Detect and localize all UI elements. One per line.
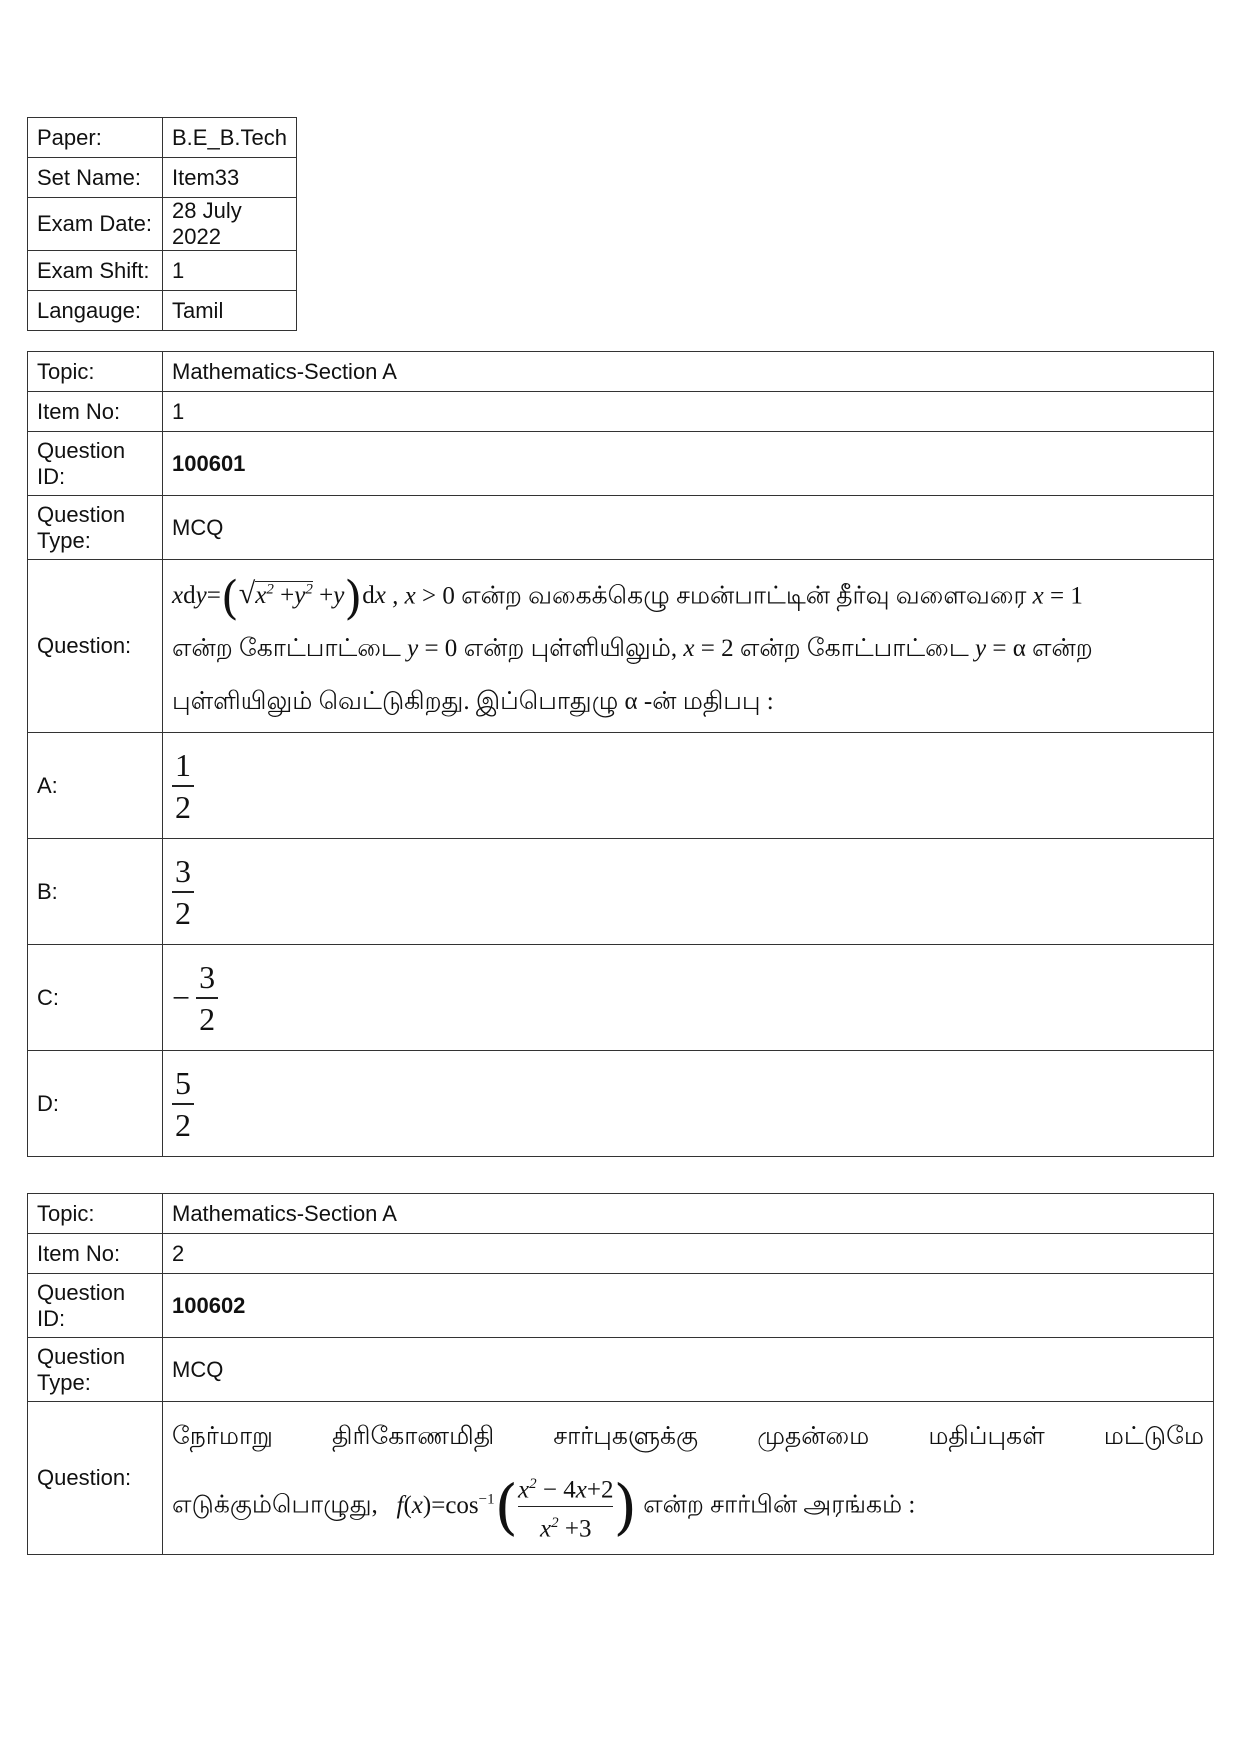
meta-value: 1 xyxy=(163,251,297,291)
q1-text-5: என்ற xyxy=(1032,635,1093,663)
topic-label: Topic: xyxy=(28,1194,163,1234)
topic-row xyxy=(28,352,1214,392)
question-type-value: MCQ xyxy=(163,1338,1214,1402)
meta-value: 28 July 2022 xyxy=(163,198,297,251)
topic-value: Mathematics-Section A xyxy=(163,352,1214,392)
question-1-table xyxy=(27,351,1214,1157)
q1-text-1: என்ற வகைக்கெழு சமன்பாட்டின் தீர்வு வளைவரை xyxy=(461,582,1027,610)
option-b-value xyxy=(163,839,1214,945)
item-no-value: 2 xyxy=(163,1234,1214,1274)
meta-label: Paper: xyxy=(28,118,163,158)
option-a-value xyxy=(163,733,1214,839)
question-line-1 xyxy=(172,1410,1204,1463)
question-type-label: Question Type: xyxy=(28,1338,163,1402)
option-row xyxy=(28,733,1214,839)
question-line-2: என்ற கோட்பாட்டை y = 0 என்ற புள்ளியிலும், x = 2 என்ற கோட்பாட்டை y = α என்ற xyxy=(172,635,1093,663)
option-c-value xyxy=(163,945,1214,1051)
option-row xyxy=(28,1051,1214,1157)
question-label: Question: xyxy=(28,1402,163,1555)
meta-label: Exam Date: xyxy=(28,198,163,251)
q2-text-2: எடுக்கும்பொழுது, xyxy=(172,1491,378,1519)
topic-row xyxy=(28,1194,1214,1234)
item-no-row xyxy=(28,392,1214,432)
question-id-label: Question ID: xyxy=(28,432,163,496)
question-text xyxy=(163,560,1214,733)
option-d-value xyxy=(163,1051,1214,1157)
question-line-1: $xdy=(√x^2 +y^2 +y)dx$ , x > 0 என்ற வகைக்கெழு சமன்பாட்டின் தீர்வு வளைவரை x = 1 xyxy=(172,570,1083,625)
item-no-label: Item No: xyxy=(28,1234,163,1274)
option-b-label: B: xyxy=(28,839,163,945)
topic-label: Topic: xyxy=(28,352,163,392)
exam-meta-table xyxy=(27,117,297,331)
meta-label: Set Name: xyxy=(28,158,163,198)
q2-word: திரிகோணமிதி xyxy=(332,1423,495,1451)
meta-row xyxy=(28,251,297,291)
question-2-table xyxy=(27,1193,1214,1555)
question-id-row xyxy=(28,1274,1214,1338)
question-id-value: 100601 xyxy=(163,432,1214,496)
q2-word: முதன்மை xyxy=(757,1423,870,1451)
question-line-3: புள்ளியிலும் வெட்டுகிறது. இப்பொதுழு α -ன் மதிபபு : xyxy=(172,688,774,716)
question-id-label: Question ID: xyxy=(28,1274,163,1338)
q2-word: சார்புகளுக்கு xyxy=(553,1423,699,1451)
q1-text-4: என்ற கோட்பாட்டை xyxy=(739,635,969,663)
option-c-label: C: xyxy=(28,945,163,1051)
meta-row xyxy=(28,158,297,198)
option-a-label: A: xyxy=(28,733,163,839)
option-b-fraction: $\frac{3}{2}$ xyxy=(172,851,194,933)
question-label: Question: xyxy=(28,560,163,733)
q2-word: மட்டுமே xyxy=(1103,1423,1204,1451)
question-id-value: 100602 xyxy=(163,1274,1214,1338)
question-row xyxy=(28,1402,1214,1555)
option-d-label: D: xyxy=(28,1051,163,1157)
q1-text-2: என்ற கோட்பாட்டை xyxy=(172,635,401,663)
q2-word: மதிப்புகள் xyxy=(928,1423,1045,1451)
question-type-row xyxy=(28,1338,1214,1402)
topic-value: Mathematics-Section A xyxy=(163,1194,1214,1234)
question-text xyxy=(163,1402,1214,1555)
question-id-row xyxy=(28,432,1214,496)
equation-fx: $f(x)=\cos^{-1}$( $\frac{x^2 - 4x+2}{x^2 +3}$ ) xyxy=(396,1471,637,1543)
q2-word: நேர்மாறு xyxy=(172,1423,273,1451)
meta-row xyxy=(28,291,297,331)
meta-row xyxy=(28,198,297,251)
question-row xyxy=(28,560,1214,733)
option-row xyxy=(28,945,1214,1051)
meta-value: Tamil xyxy=(163,291,297,331)
meta-label: Langauge: xyxy=(28,291,163,331)
item-no-row xyxy=(28,1234,1214,1274)
question-type-value: MCQ xyxy=(163,496,1214,560)
option-c-fraction: $\frac{3}{2}$ xyxy=(196,957,218,1039)
question-type-label: Question Type: xyxy=(28,496,163,560)
equation-de: $xdy=(√x^2 +y^2 +y)dx$ xyxy=(172,570,386,625)
meta-value: B.E_B.Tech xyxy=(163,118,297,158)
option-c-sign: − xyxy=(172,979,191,1016)
item-no-label: Item No: xyxy=(28,392,163,432)
q1-text-3: என்ற புள்ளியிலும், xyxy=(463,635,678,663)
q2-text-3: என்ற சார்பின் அரங்கம் : xyxy=(643,1491,916,1519)
item-no-value: 1 xyxy=(163,392,1214,432)
option-row xyxy=(28,839,1214,945)
meta-row xyxy=(28,118,297,158)
option-a-fraction: $\frac{1}{2}$ xyxy=(172,745,194,827)
meta-value: Item33 xyxy=(163,158,297,198)
option-d-fraction: $\frac{5}{2}$ xyxy=(172,1063,194,1145)
question-line-2 xyxy=(172,1463,1204,1545)
meta-label: Exam Shift: xyxy=(28,251,163,291)
question-type-row xyxy=(28,496,1214,560)
